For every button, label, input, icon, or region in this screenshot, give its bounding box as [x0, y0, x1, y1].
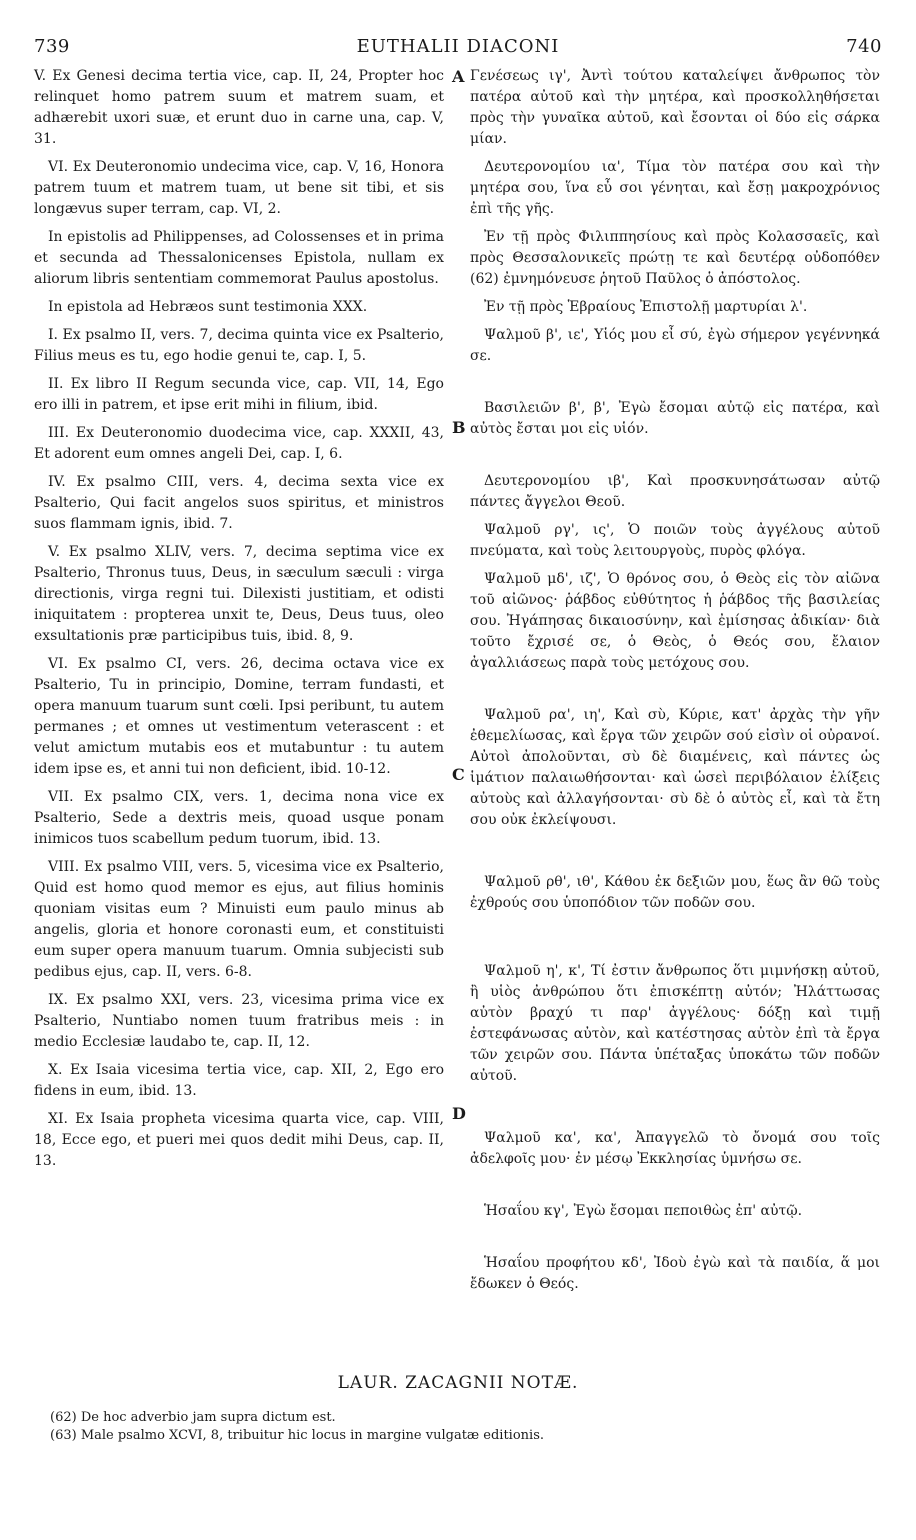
latin-paragraph: IV. Ex psalmo CIII, vers. 4, decima sexta vice ex Psalterio, Qui facit angelos suos spiritus, et ministros suos flammam ignis, ibid. 7. — [34, 474, 444, 532]
latin-paragraph: VIII. Ex psalmo VIII, vers. 5, vicesima vice ex Psalterio, Quid est homo quod memor es ejus, aut filius hominis quoniam visitas eum ? Minuisti eum paulo minus ab angelis, gloria et honore coronasti eum, et constituisti eum super opera manuum tuarum. Omnia subjecisti sub pedibus ejus, cap. II, vers. 6-8. — [34, 859, 444, 980]
footnotes — [50, 1409, 870, 1445]
latin-paragraph: VI. Ex psalmo CI, vers. 26, decima octava vice ex Psalterio, Tu in principio, Domine, terram fundasti, et opera manuum tuarum sunt cœli. Ipsi peribunt, tu autem permanes ; et omnes ut vestimentum veterascent : et velut amictum mutabis eos et mutabuntur : tu autem idem ipse es, et anni tui non deficient, ibid. 10-12. — [34, 656, 444, 777]
greek-paragraph: Ἡσαΐου κγ', Ἐγὼ ἔσομαι πεποιθὼς ἐπ' αὐτῷ. — [484, 1203, 803, 1219]
latin-paragraph: V. Ex psalmo XLIV, vers. 7, decima septima vice ex Psalterio, Thronus tuus, Deus, in sæculum sæculi : virga directionis, virga regni tui. Dilexisti justitiam, et odisti iniquitatem : propterea unxit te, Deus, Deus tuus, oleo exsultationis præ participibus tuis, ibid. 8, 9. — [34, 544, 444, 644]
footnote: (63) Male psalmo XCVI, 8, tribuitur hic locus in margine vulgatæ editionis. — [50, 1428, 544, 1443]
greek-paragraph: Δευτερονομίου ια', Τίμα τὸν πατέρα σου καὶ τὴν μητέρα σου, ἵνα εὖ σοι γένηται, καὶ ἔσῃ μακροχρόνιος ἐπὶ τῆς γῆς. — [470, 159, 880, 217]
footnote: (62) De hoc adverbio jam supra dictum est. — [50, 1410, 336, 1425]
greek-paragraph: Ψαλμοῦ ργ', ις', Ὁ ποιῶν τοὺς ἀγγέλους αὐτοῦ πνεύματα, καὶ τοὺς λειτουργοὺς, πυρὸς φλόγα. — [470, 522, 880, 559]
greek-paragraph: Ψαλμοῦ ρθ', ιθ', Κάθου ἐκ δεξιῶν μου, ἕως ἂν θῶ τοὺς ἐχθρούς σου ὑποπόδιον τῶν ποδῶν σου. — [470, 874, 880, 911]
greek-paragraph: Βασιλειῶν β', β', Ἐγὼ ἔσομαι αὐτῷ εἰς πατέρα, καὶ αὐτὸς ἔσται μοι εἰς υἱόν. — [470, 400, 880, 437]
margin-letter-d: D — [452, 1104, 466, 1123]
latin-column — [34, 66, 444, 1179]
running-title: EUTHALII DIACONI — [356, 36, 560, 57]
notes-heading: LAUR. ZACAGNII NOTÆ. — [337, 1373, 579, 1393]
greek-paragraph: Δευτερονομίου ιβ', Καὶ προσκυνησάτωσαν αὐτῷ πάντες ἄγγελοι Θεοῦ. — [470, 473, 880, 510]
right-page-number: 740 — [846, 36, 882, 57]
greek-paragraph: Ἐν τῇ πρὸς Ἑβραίους Ἐπιστολῇ μαρτυρίαι λ'. — [484, 299, 808, 315]
greek-paragraph: Ἡσαΐου προφήτου κδ', Ἰδοὺ ἐγὼ καὶ τὰ παιδία, ἅ μοι ἔδωκεν ὁ Θεός. — [470, 1255, 880, 1292]
greek-paragraph: Ψαλμοῦ κα', κα', Ἀπαγγελῶ τὸ ὄνομά σου τοῖς ἀδελφοῖς μου· ἐν μέσῳ Ἐκκλησίας ὑμνήσω σε. — [470, 1130, 880, 1167]
latin-paragraph: IX. Ex psalmo XXI, vers. 23, vicesima prima vice ex Psalterio, Nuntiabo nomen tuum fratribus meis : in medio Ecclesiæ laudabo te, cap. II, 12. — [34, 992, 444, 1050]
margin-letter-c: C — [452, 765, 465, 784]
margin-letter-a: A — [452, 67, 465, 86]
left-page-number: 739 — [34, 36, 70, 57]
greek-paragraph: Ψαλμοῦ ρα', ιη', Καὶ σὺ, Κύριε, κατ' ἀρχὰς τὴν γῆν ἐθεμελίωσας, καὶ ἔργα τῶν χειρῶν σού εἰσὶν οἱ οὐρανοί. Αὐτοὶ ἀπολοῦνται, σὺ δὲ διαμένεις, καὶ πάντες ὡς ἱμάτιον παλαιωθήσονται· καὶ ὡσεὶ περιβόλαιον ἑλίξεις αὐτοὺς καὶ ἀλλαγήσονται· σὺ δὲ ὁ αὐτὸς εἶ, καὶ τὰ ἔτη σου οὐκ ἐκλείψουσι. — [470, 707, 880, 828]
greek-paragraph: Γενέσεως ιγ', Ἀντὶ τούτου καταλείψει ἄνθρωπος τὸν πατέρα αὐτοῦ καὶ τὴν μητέρα, καὶ προσκολληθήσεται πρὸς τὴν γυναῖκα αὐτοῦ, καὶ ἔσονται οἱ δύο εἰς σάρκα μίαν. — [470, 68, 880, 147]
latin-paragraph: X. Ex Isaia vicesima tertia vice, cap. XII, 2, Ego ero fidens in eum, ibid. 13. — [34, 1062, 444, 1099]
latin-paragraph: VI. Ex Deuteronomio undecima vice, cap. V, 16, Honora patrem tuum et matrem tuam, ut bene sit tibi, et sis longævus super terram, cap. VI, 2. — [34, 159, 444, 217]
latin-paragraph: I. Ex psalmo II, vers. 7, decima quinta vice ex Psalterio, Filius meus es tu, ego hodie genui te, cap. I, 5. — [34, 327, 444, 364]
latin-paragraph: II. Ex libro II Regum secunda vice, cap. VII, 14, Ego ero illi in patrem, et ipse erit mihi in filium, ibid. — [34, 376, 444, 413]
page-header — [34, 36, 882, 60]
greek-paragraph: Ψαλμοῦ β', ιε', Υἱός μου εἶ σύ, ἐγὼ σήμερον γεγέννηκά σε. — [470, 327, 880, 364]
greek-paragraph: Ψαλμοῦ η', κ', Τί ἐστιν ἄνθρωπος ὅτι μιμνήσκῃ αὐτοῦ, ἢ υἱὸς ἀνθρώπου ὅτι ἐπισκέπτῃ αὐτόν; Ἠλάττωσας αὐτὸν βραχύ τι παρ' ἀγγέλους· δόξῃ καὶ τιμῇ ἐστεφάνωσας αὐτὸν, καὶ κατέστησας αὐτὸν ἐπὶ τὰ ἔργα τῶν χειρῶν σου. Πάντα ὑπέταξας ὑποκάτω τῶν ποδῶν αὐτοῦ. — [470, 963, 880, 1084]
latin-paragraph: VII. Ex psalmo CIX, vers. 1, decima nona vice ex Psalterio, Sede a dextris meis, quoad usque ponam inimicos tuos scabellum pedum tuorum, ibid. 13. — [34, 789, 444, 847]
latin-paragraph: III. Ex Deuteronomio duodecima vice, cap. XXXII, 43, Et adorent eum omnes angeli Dei, cap. I, 6. — [34, 425, 444, 462]
latin-paragraph: In epistola ad Hebræos sunt testimonia XXX. — [48, 299, 368, 315]
latin-paragraph: V. Ex Genesi decima tertia vice, cap. II, 24, Propter hoc relinquet homo patrem suum et matrem suam, et adhærebit uxori suæ, et erunt duo in carne una, cap. V, 31. — [34, 68, 444, 147]
latin-paragraph: XI. Ex Isaia propheta vicesima quarta vice, cap. VIII, 18, Ecce ego, et pueri mei quos dedit mihi Deus, cap. II, 13. — [34, 1111, 444, 1169]
latin-paragraph: In epistolis ad Philippenses, ad Colossenses et in prima et secunda ad Thessalonicenses Epistola, nullam ex aliorum libris sententiam commemorat Paulus apostolus. — [34, 229, 444, 287]
greek-paragraph: Ἐν τῇ πρὸς Φιλιππησίους καὶ πρὸς Κολασσαεῖς, καὶ πρὸς Θεσσαλονικεῖς πρώτῃ τε καὶ δευτέρᾳ οὐδοπόθεν (62) ἐμνημόνευσε ῥητοῦ Παῦλος ὁ ἀπόστολος. — [470, 229, 880, 287]
margin-letter-b: B — [452, 418, 466, 437]
greek-column — [470, 66, 880, 1302]
greek-paragraph: Ψαλμοῦ μδ', ιζ', Ὁ θρόνος σου, ὁ Θεὸς εἰς τὸν αἰῶνα τοῦ αἰῶνος· ῥάβδος εὐθύτητος ἡ ῥάβδος τῆς βασιλείας σου. Ἠγάπησας δικαιοσύνην, καὶ ἐμίσησας ἀδικίαν· διὰ τοῦτο ἔχρισέ σε, ὁ Θεὸς, ὁ Θεός σου, ἔλαιον ἀγαλλιάσεως παρὰ τοὺς μετόχους σου. — [470, 571, 880, 671]
